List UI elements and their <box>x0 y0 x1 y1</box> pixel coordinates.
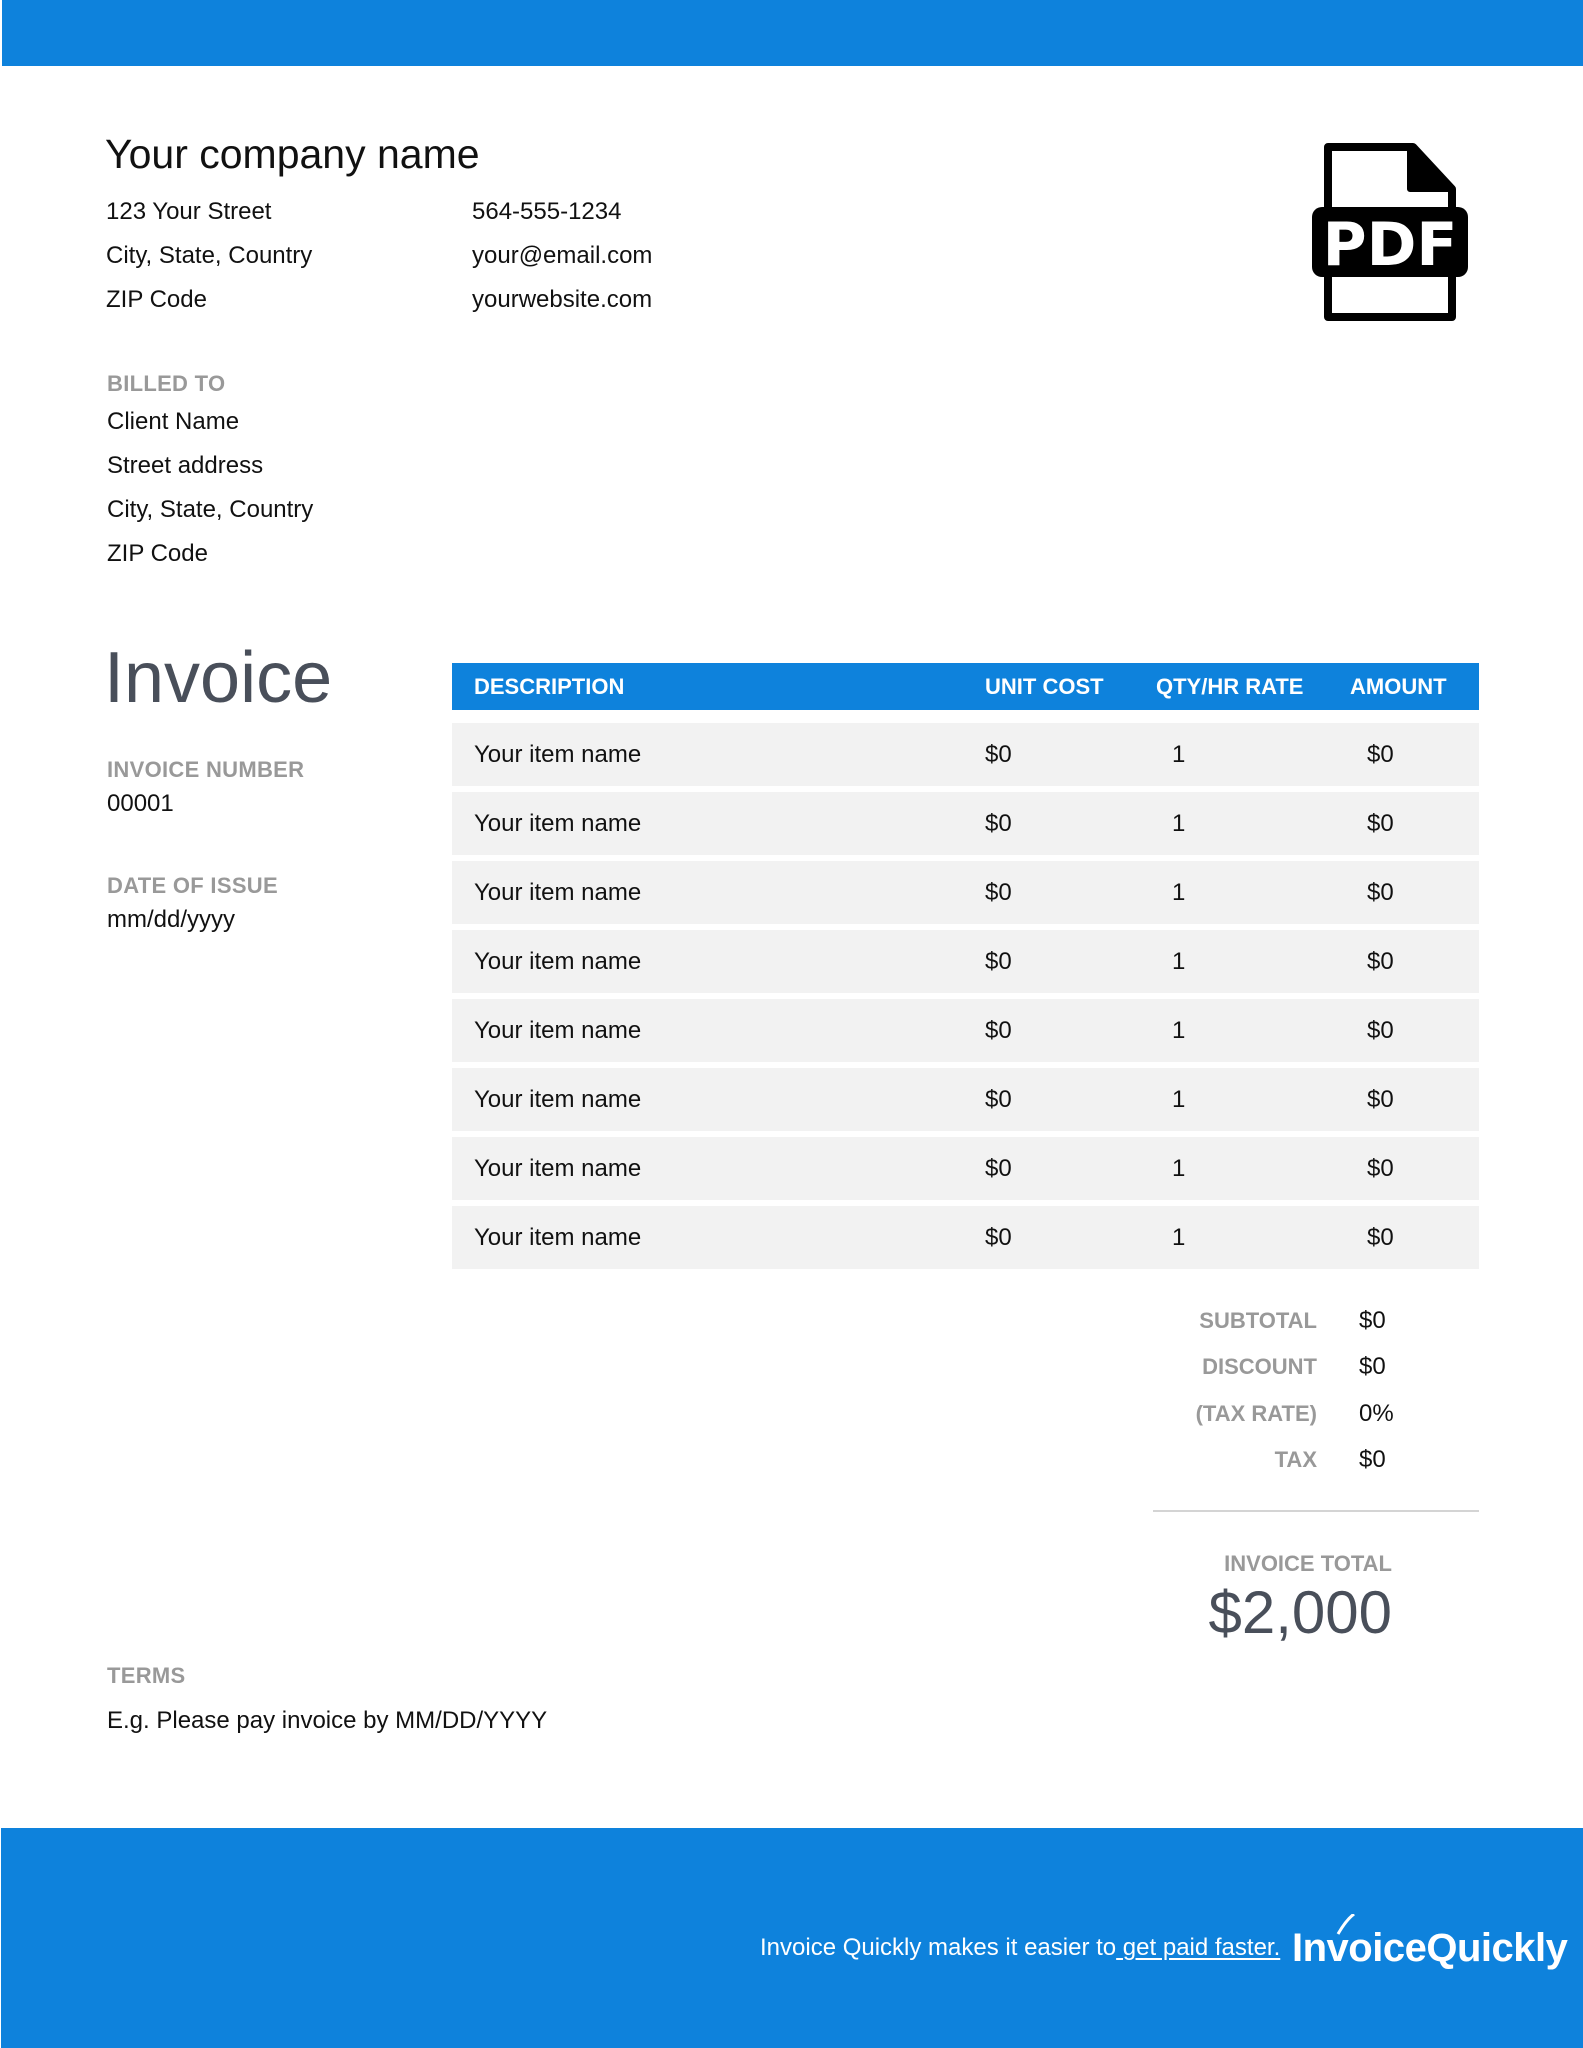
terms-text: E.g. Please pay invoice by MM/DD/YYYY <box>107 1707 548 1734</box>
table-row <box>452 999 1479 1062</box>
discount-value: $0 <box>1359 1353 1386 1381</box>
address-line-street: 123 Your Street <box>106 198 272 225</box>
item-unit-cost: $0 <box>985 1223 1012 1251</box>
company-address <box>106 190 312 322</box>
summary-row-subtotal <box>1150 1298 1480 1344</box>
date-of-issue: mm/dd/yyyy <box>107 906 236 933</box>
item-qty: 1 <box>1172 1154 1186 1182</box>
table-row <box>452 792 1479 855</box>
item-qty: 1 <box>1172 809 1186 837</box>
top-accent-bar <box>2 0 1583 66</box>
item-unit-cost: $0 <box>985 1154 1012 1182</box>
invoice-number: 00001 <box>107 790 174 817</box>
client-name: Client Name <box>107 408 240 435</box>
header-qty: QTY/HR RATE <box>1156 673 1304 699</box>
company-contact <box>472 190 652 322</box>
item-amount: $0 <box>1367 1154 1394 1182</box>
tax-label: TAX <box>1274 1447 1317 1473</box>
item-unit-cost: $0 <box>985 1085 1012 1113</box>
item-amount: $0 <box>1367 878 1394 906</box>
pdf-file-icon <box>1310 143 1470 321</box>
table-row <box>452 1137 1479 1200</box>
item-description: Your item name <box>474 1085 642 1113</box>
item-unit-cost: $0 <box>985 947 1012 975</box>
subtotal-label: SUBTOTAL <box>1199 1308 1317 1334</box>
line-items-table <box>452 663 1479 1269</box>
item-unit-cost: $0 <box>985 740 1012 768</box>
checkmark-icon: v <box>1327 1922 1349 1974</box>
date-of-issue-section <box>107 873 278 937</box>
client-zip: ZIP Code <box>107 540 208 567</box>
company-name: Your company name <box>105 131 480 177</box>
get-paid-faster-link[interactable]: get paid faster. <box>1116 1934 1281 1961</box>
footer-tagline <box>760 1934 1280 1962</box>
billed-to-label: BILLED TO <box>107 371 226 396</box>
table-header <box>452 663 1479 710</box>
tax-rate-label: (TAX RATE) <box>1195 1400 1317 1426</box>
check-swoosh-icon <box>1326 1914 1356 1936</box>
item-description: Your item name <box>474 1223 642 1251</box>
tax-rate-value: 0% <box>1359 1399 1394 1427</box>
item-amount: $0 <box>1367 1223 1394 1251</box>
item-amount: $0 <box>1367 1016 1394 1044</box>
invoice-total-value: $2,000 <box>1208 1579 1392 1646</box>
item-qty: 1 <box>1172 1223 1186 1251</box>
item-amount: $0 <box>1367 740 1394 768</box>
table-row <box>452 930 1479 993</box>
item-description: Your item name <box>474 947 642 975</box>
item-qty: 1 <box>1172 947 1186 975</box>
summary-section <box>1150 1298 1480 1483</box>
address-line-city: City, State, Country <box>106 242 313 269</box>
logo-text-start: In <box>1292 1926 1327 1970</box>
item-description: Your item name <box>474 1016 642 1044</box>
header-description: DESCRIPTION <box>474 673 625 699</box>
company-website: yourwebsite.com <box>472 286 653 313</box>
tagline-text: Invoice Quickly makes it easier to <box>760 1934 1117 1961</box>
discount-label: DISCOUNT <box>1202 1354 1317 1380</box>
header-unit-cost: UNIT COST <box>985 673 1104 699</box>
table-row <box>452 861 1479 924</box>
item-description: Your item name <box>474 1154 642 1182</box>
item-amount: $0 <box>1367 947 1394 975</box>
terms-section <box>107 1662 547 1738</box>
summary-row-tax <box>1150 1437 1480 1483</box>
invoicequickly-logo[interactable] <box>1292 1922 1567 1974</box>
summary-divider <box>1153 1510 1479 1512</box>
logo-checkmark-v <box>1327 1922 1349 1974</box>
header-amount: AMOUNT <box>1350 673 1447 699</box>
svg-text:PDF: PDF <box>1322 210 1458 280</box>
address-line-zip: ZIP Code <box>106 286 207 313</box>
table-row <box>452 1068 1479 1131</box>
item-description: Your item name <box>474 878 642 906</box>
item-qty: 1 <box>1172 740 1186 768</box>
invoice-number-section <box>107 757 304 821</box>
tax-value: $0 <box>1359 1446 1386 1474</box>
invoice-total-label: INVOICE TOTAL <box>1224 1551 1392 1576</box>
item-amount: $0 <box>1367 1085 1394 1113</box>
terms-label: TERMS <box>107 1663 186 1688</box>
item-qty: 1 <box>1172 1085 1186 1113</box>
item-description: Your item name <box>474 809 642 837</box>
client-city: City, State, Country <box>107 496 314 523</box>
summary-row-tax-rate <box>1150 1391 1480 1437</box>
client-street: Street address <box>107 452 264 479</box>
billed-to-section <box>107 368 313 576</box>
subtotal-value: $0 <box>1359 1307 1386 1335</box>
summary-row-discount <box>1150 1344 1480 1390</box>
item-description: Your item name <box>474 740 642 768</box>
table-row <box>452 1206 1479 1269</box>
item-qty: 1 <box>1172 1016 1186 1044</box>
invoice-number-label: INVOICE NUMBER <box>107 757 305 782</box>
table-row <box>452 723 1479 786</box>
invoice-title: Invoice <box>104 638 333 718</box>
date-of-issue-label: DATE OF ISSUE <box>107 873 278 898</box>
item-qty: 1 <box>1172 878 1186 906</box>
logo-text-end: oiceQuickly <box>1348 1926 1568 1970</box>
item-amount: $0 <box>1367 809 1394 837</box>
company-phone: 564-555-1234 <box>472 198 622 225</box>
company-email: your@email.com <box>472 242 653 269</box>
item-unit-cost: $0 <box>985 878 1012 906</box>
item-unit-cost: $0 <box>985 1016 1012 1044</box>
item-unit-cost: $0 <box>985 809 1012 837</box>
